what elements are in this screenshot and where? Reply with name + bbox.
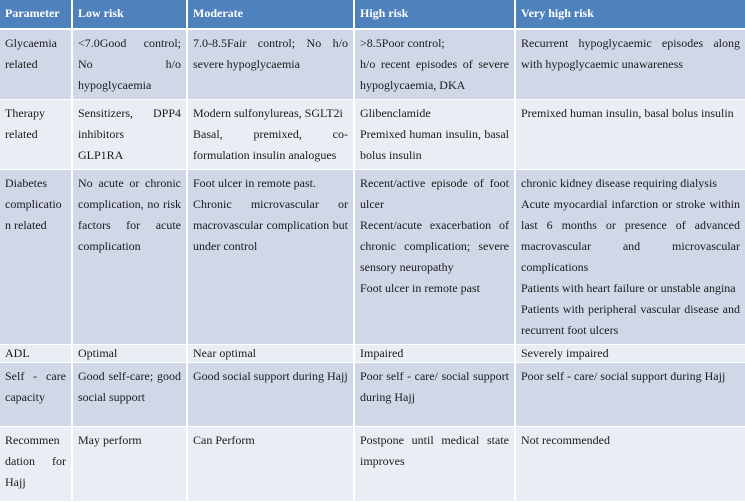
cell-low-risk <box>72 363 187 427</box>
cell-line: Not recommended <box>521 433 610 447</box>
header-high-risk: High risk <box>354 0 515 29</box>
cell-line: Patients with heart failure or unstable angina <box>521 281 736 295</box>
header-very-high-risk: Very high risk <box>515 0 745 29</box>
cell-line: Good self-care; good social support <box>78 369 181 404</box>
cell-line: May perform <box>78 433 142 447</box>
cell-moderate <box>187 363 354 427</box>
cell-line: Patients with peripheral vascular disease and recurrent foot ulcers <box>521 302 740 337</box>
table-row-glycaemia <box>0 29 745 100</box>
cell-high-risk <box>354 29 515 100</box>
cell-parameter: Therapy related <box>0 100 72 170</box>
cell-line: Impaired <box>360 346 404 360</box>
cell-line: h/o recent episodes of severe hypoglycaemia, DKA <box>360 57 509 92</box>
cell-low-risk <box>72 100 187 170</box>
cell-high-risk <box>354 100 515 170</box>
table-row-recommendation <box>0 427 745 502</box>
cell-line: Near optimal <box>193 346 256 360</box>
header-low-risk: Low risk <box>72 0 187 29</box>
cell-line: GLP1RA <box>78 148 124 162</box>
cell-line: Postpone until medical state improves <box>360 433 509 468</box>
cell-very-high-risk <box>515 29 745 100</box>
cell-line: Recent/active episode of foot ulcer <box>360 176 509 211</box>
cell-line: <7.0Good control; No h/o hypoglycaemia <box>78 36 181 92</box>
cell-line: No acute or chronic complication, no risk factors for acute complication <box>78 176 181 253</box>
cell-line: Good social support during Hajj <box>193 369 348 383</box>
cell-line: Premixed human insulin, basal bolus insulin <box>360 127 509 162</box>
cell-low-risk <box>72 345 187 363</box>
cell-line: Sensitizers, DPP4 inhibitors <box>78 106 181 141</box>
cell-very-high-risk <box>515 100 745 170</box>
cell-line: Severely impaired <box>521 346 609 360</box>
cell-very-high-risk <box>515 363 745 427</box>
cell-high-risk <box>354 345 515 363</box>
cell-high-risk <box>354 427 515 502</box>
cell-line: Chronic microvascular or macrovascular complication but under control <box>193 197 348 253</box>
cell-line: Optimal <box>78 346 118 360</box>
cell-parameter: Diabetes complicatio n related <box>0 170 72 345</box>
cell-high-risk <box>354 363 515 427</box>
cell-moderate <box>187 29 354 100</box>
cell-line: Basal, premixed, co-formulation insulin analogues <box>193 127 348 162</box>
cell-line: Foot ulcer in remote past. <box>193 176 316 190</box>
table-row-adl <box>0 345 745 363</box>
header-moderate: Moderate <box>187 0 354 29</box>
header-row <box>0 0 745 29</box>
table-row-therapy <box>0 100 745 170</box>
cell-line: >8.5Poor control; <box>360 36 445 50</box>
cell-line: Modern sulfonylureas, SGLT2i <box>193 106 343 120</box>
cell-line: Recent/acute exacerbation of chronic complication; severe sensory neuropathy <box>360 218 509 274</box>
cell-moderate <box>187 345 354 363</box>
cell-parameter: Self - care capacity <box>0 363 72 427</box>
table-row-complications <box>0 170 745 345</box>
cell-moderate <box>187 100 354 170</box>
cell-line: Foot ulcer in remote past <box>360 281 480 295</box>
cell-very-high-risk <box>515 427 745 502</box>
cell-low-risk <box>72 29 187 100</box>
cell-line: Poor self - care/ social support during Hajj <box>521 369 726 383</box>
cell-line: Premixed human insulin, basal bolus insulin <box>521 106 734 120</box>
cell-line: Acute myocardial infarction or stroke within last 6 months or presence of advanced macrovascular and microvascular complications <box>521 197 740 274</box>
cell-line: 7.0-8.5Fair control; No h/o severe hypoglycaemia <box>193 36 348 71</box>
cell-line: Recurrent hypoglycaemic episodes along with hypoglycaemic unawareness <box>521 36 740 71</box>
cell-line: Glibenclamide <box>360 106 431 120</box>
cell-moderate <box>187 427 354 502</box>
header-parameter: Parameter <box>0 0 72 29</box>
cell-line: Can Perform <box>193 433 255 447</box>
cell-low-risk <box>72 427 187 502</box>
table-row-self-care <box>0 363 745 427</box>
cell-parameter: ADL <box>0 345 72 363</box>
cell-high-risk <box>354 170 515 345</box>
cell-parameter: Glycaemia related <box>0 29 72 100</box>
cell-very-high-risk <box>515 170 745 345</box>
cell-line: Poor self - care/ social support during Hajj <box>360 369 509 404</box>
cell-parameter: Recommen dation for Hajj <box>0 427 72 502</box>
cell-line: chronic kidney disease requiring dialysis <box>521 176 717 190</box>
cell-low-risk <box>72 170 187 345</box>
cell-very-high-risk <box>515 345 745 363</box>
cell-moderate <box>187 170 354 345</box>
